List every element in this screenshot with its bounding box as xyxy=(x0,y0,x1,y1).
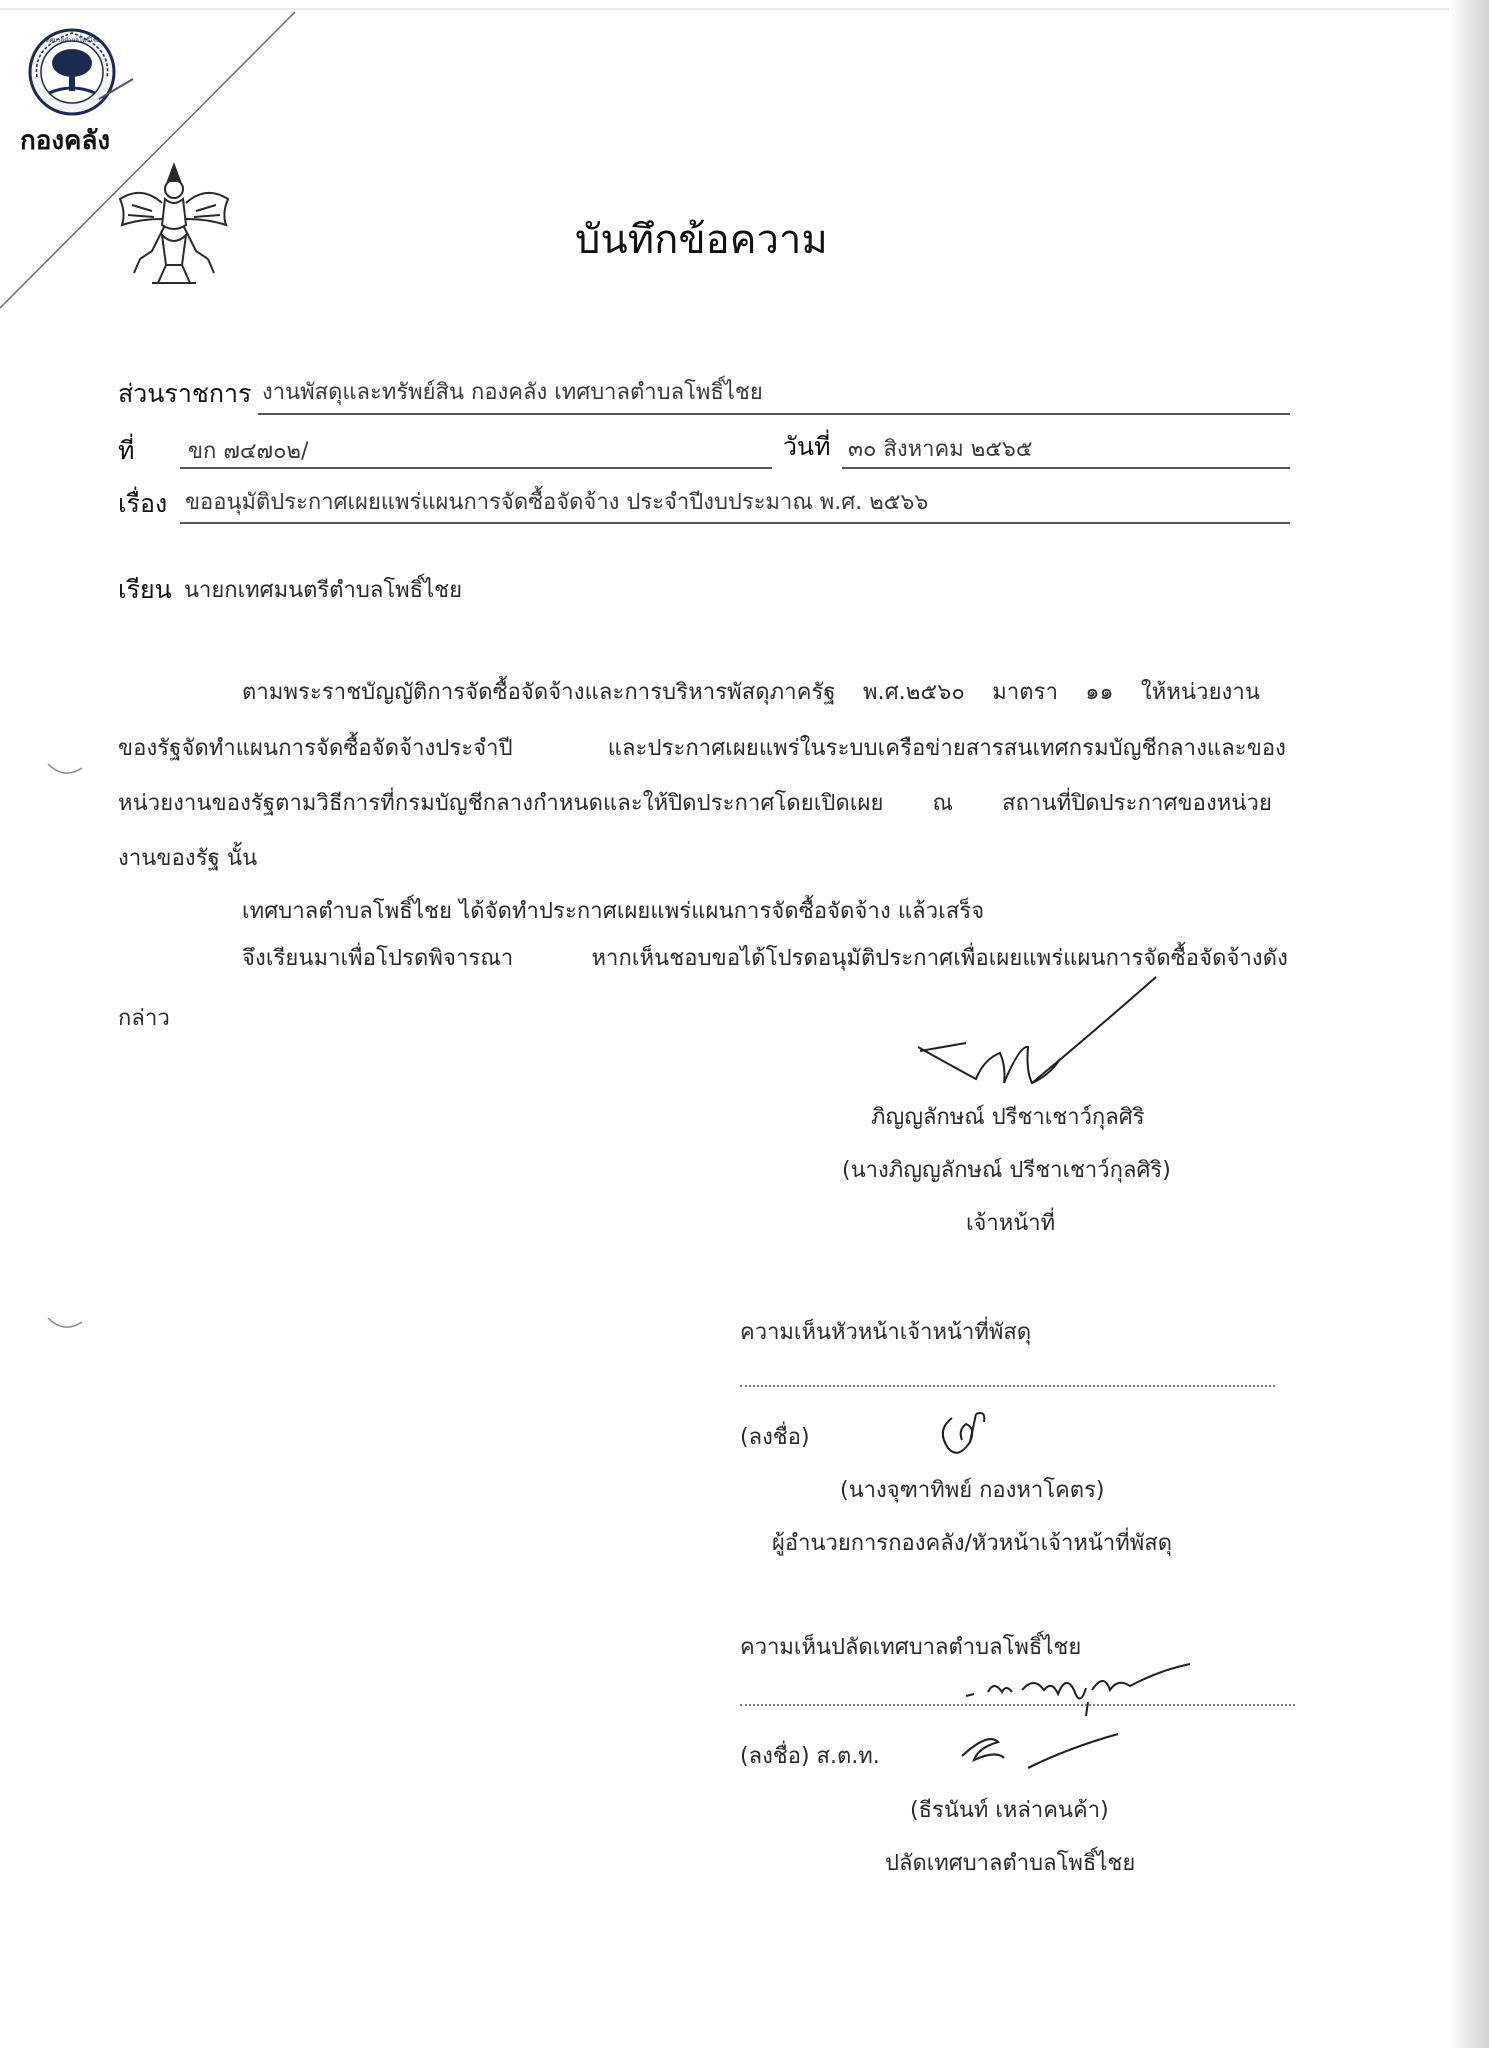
officer-full-name: (นางภิญญลักษณ์ ปรีชาเชาว์กุลศิริ) xyxy=(842,1158,1171,1183)
agency-value: งานพัสดุและทรัพย์สิน กองคลัง เทศบาลตำบลโพธิ์ไชย xyxy=(262,380,763,405)
para1-line2-text: ของรัฐจัดทำแผนการจัดซื้อจัดจ้างประจำปี และประกาศเผยแพร่ในระบบเครือข่ายสารสนเทศกรมบัญชีกลางและของ xyxy=(118,736,1286,761)
agency-label: ส่วนราชการ xyxy=(118,379,252,408)
deputy-handwritten-note-icon xyxy=(960,1650,1220,1720)
subject-label: เรื่อง xyxy=(118,489,168,518)
salutation-value: นายกเทศมนตรีตำบลโพธิ์ไชย xyxy=(184,578,462,603)
head-position: ผู้อำนวยการกองคลัง/หัวหน้าเจ้าหน้าที่พัสดุ xyxy=(772,1531,1172,1556)
salutation-label: เรียน xyxy=(118,575,172,604)
ref-rule xyxy=(180,467,772,469)
date-rule xyxy=(842,467,1290,469)
para3-line2: กล่าว xyxy=(118,1006,170,1031)
officer-position: เจ้าหน้าที่ xyxy=(966,1211,1056,1236)
subject-value: ขออนุมัติประกาศเผยแพร่แผนการจัดซื้อจัดจ้าง ประจำปีงบประมาณ พ.ศ. ๒๕๖๖ xyxy=(185,490,929,515)
officer-signature-icon xyxy=(910,975,1170,1115)
para3-line1 xyxy=(242,940,1288,975)
para1-line1-text: ตามพระราชบัญญัติการจัดซื้อจัดจ้างและการบริหารพัสดุภาครัฐ พ.ศ.๒๕๖๐ มาตรา ๑๑ ให้หน่วยงาน xyxy=(242,680,1260,705)
punch-hole-mark-upper xyxy=(46,762,86,778)
department-stamp: กองคลัง xyxy=(20,126,111,156)
head-opinion-dotted-line xyxy=(740,1385,1275,1387)
para3-line1-text: จึงเรียนมาเพื่อโปรดพิจารณา หากเห็นชอบขอได้โปรดอนุมัติประกาศเพื่อเผยแพร่แผนการจัดซื้อจัดจ้างดัง xyxy=(242,946,1288,971)
para1-line1 xyxy=(242,674,1260,709)
head-sign-label: (ลงชื่อ) xyxy=(740,1425,810,1450)
date-label: วันที่ xyxy=(783,432,831,461)
head-signature-icon xyxy=(932,1408,1002,1468)
head-full-name: (นางจุฑาทิพย์ กองหาโคตร) xyxy=(840,1478,1105,1503)
agency-rule xyxy=(258,413,1290,415)
deputy-sign-label: (ลงชื่อ) ส.ต.ท. xyxy=(740,1744,880,1769)
memo-title: บันทึกข้อความ xyxy=(575,217,828,263)
deputy-position: ปลัดเทศบาลตำบลโพธิ์ไชย xyxy=(885,1851,1136,1876)
deputy-opinion-dotted-line xyxy=(740,1704,1295,1706)
para1-line3 xyxy=(118,785,1272,820)
seal-text: เทศบาลตำบลโพธิ์ไชย xyxy=(43,37,101,44)
para2: เทศบาลตำบลโพธิ์ไชย ได้จัดทำประกาศเผยแพร่แผนการจัดซื้อจัดจ้าง แล้วเสร็จ xyxy=(242,899,985,924)
head-opinion-label: ความเห็นหัวหน้าเจ้าหน้าที่พัสดุ xyxy=(740,1320,1032,1345)
garuda-emblem-icon xyxy=(112,155,236,295)
deputy-opinion-label: ความเห็นปลัดเทศบาลตำบลโพธิ์ไชย xyxy=(740,1635,1082,1660)
subject-rule xyxy=(180,522,1290,524)
ref-value: ขก ๗๔๗๐๒/ xyxy=(188,439,309,464)
punch-hole-mark-lower xyxy=(46,1316,86,1332)
ref-label: ที่ xyxy=(118,436,135,465)
para1-line4: งานของรัฐ นั้น xyxy=(118,846,258,871)
para1-line3-text: หน่วยงานของรัฐตามวิธีการที่กรมบัญชีกลางกำหนดและให้ปิดประกาศโดยเปิดเผย ณ สถานที่ปิดประกาศของหน่วย xyxy=(118,791,1272,816)
para1-line2 xyxy=(118,730,1286,765)
deputy-full-name: (ธีรนันท์ เหล่าคนค้า) xyxy=(910,1798,1109,1823)
officer-name-line: ภิญญลักษณ์ ปรีชาเชาว์กุลศิริ xyxy=(871,1105,1145,1130)
deputy-signature-icon xyxy=(958,1724,1128,1784)
date-value: ๓๐ สิงหาคม ๒๕๖๕ xyxy=(848,437,1033,462)
